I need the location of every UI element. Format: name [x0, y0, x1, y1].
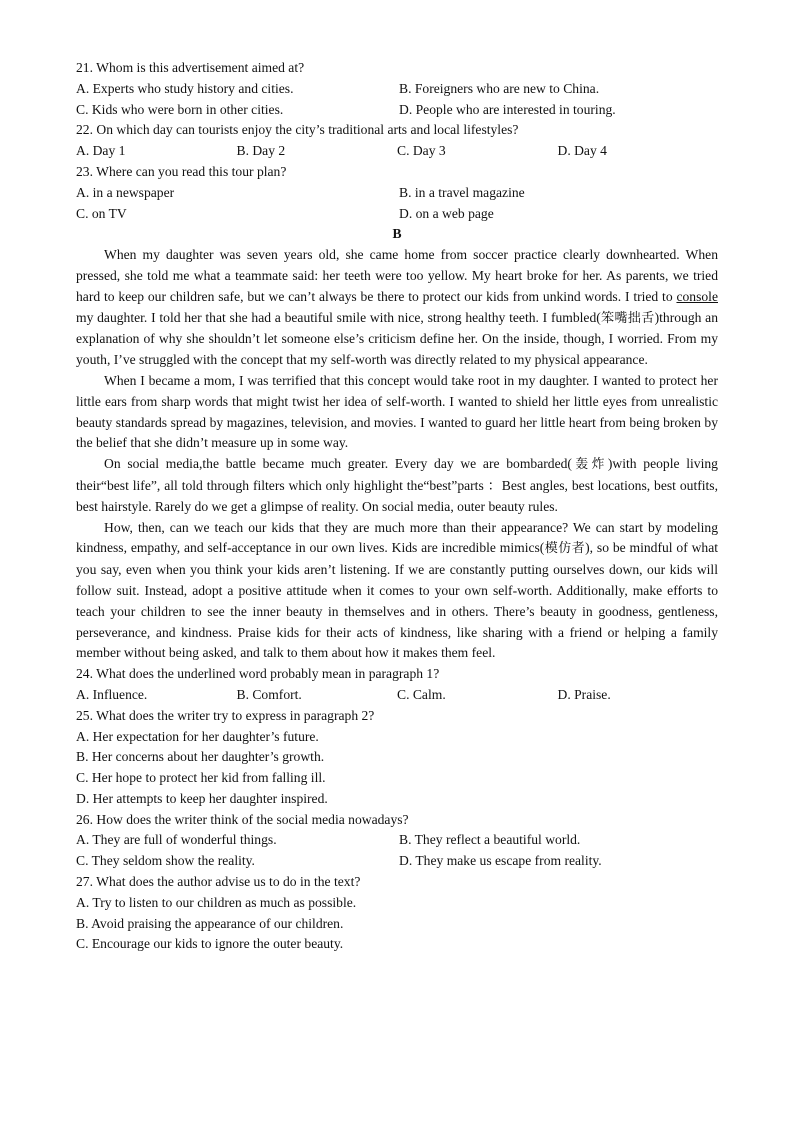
p3-text-2: )with people living their“best life”, all told through filters which only highlight the“best”parts ：Best angles, best locations, best outfits, best hairstyle. Rarely do we get a glimpse of reality. On social media, outer beauty rules.	[76, 456, 718, 514]
option-21-d: D. People who are interested in touring.	[399, 101, 616, 117]
exam-page	[76, 58, 718, 955]
question-21-options-row-1	[76, 79, 718, 100]
option-26-c: C. They seldom show the reality.	[76, 853, 255, 869]
p3-text-1: On social media,the battle became much greater. Every day we are bombarded(	[104, 456, 572, 472]
passage-paragraph-4	[76, 518, 718, 665]
option-25-c: C. Her hope to protect her kid from falling ill.	[76, 770, 326, 786]
option-22-d: D. Day 4	[557, 143, 607, 159]
option-22-c: C. Day 3	[397, 143, 446, 159]
option-23-d: D. on a web page	[399, 205, 494, 221]
p3-chinese-gloss: 轰炸	[571, 457, 608, 473]
question-21-stem: 21. Whom is this advertisement aimed at?	[76, 60, 305, 75]
p1-chinese-gloss: 笨嘴拙舌	[600, 310, 655, 326]
option-24-b: B. Comfort.	[236, 686, 302, 702]
option-24-c: C. Calm.	[397, 686, 446, 702]
passage-paragraph-2: When I became a mom, I was terrified that this concept would take root in my daughter. I wanted to protect her little ears from sharp words that might twist her idea of self-worth. I wanted to shield her little eyes from unrealistic beauty standards spread by magazines, television, and movies. I wanted to guard her little heart from being broken by the belief that she didn’t measure up in some way.	[76, 372, 718, 451]
question-22-stem: 22. On which day can tourists enjoy the city’s traditional arts and local lifestyles?	[76, 122, 519, 138]
section-heading: B	[392, 226, 402, 242]
option-25-d: D. Her attempts to keep her daughter inspired.	[76, 790, 328, 806]
question-26-stem: 26. How does the writer think of the social media nowadays?	[76, 811, 409, 827]
passage-paragraph-1	[76, 245, 718, 371]
p4-text-2: ), so be mindful of what you say, even when you think your kids aren’t listening. If we are constantly putting ourselves down, our kids will follow suit. Instead, adopt a positive attitude when it comes to your own self-worth. Additionally, make efforts to teach your children to see the inner beauty in themselves and in others. There’s beauty in goodness, gentleness, perseverance, and kindness. Praise kids for their acts of kindness, like sharing with a friend or helping a family member without being asked, and talk to them about how it makes them feel.	[76, 540, 718, 661]
option-24-d: D. Praise.	[557, 686, 611, 702]
p1-text-2: my daughter. I told her that she had a beautiful smile with nice, strong healthy teeth. I fumbled(	[76, 309, 601, 325]
option-27-b: B. Avoid praising the appearance of our children.	[76, 915, 344, 931]
p1-text-1: When my daughter was seven years old, she came home from soccer practice clearly downhearted. When pressed, she told me what a teammate said: her teeth were too yellow. My heart broke for her. As parents, we tried hard to keep our children safe, but we can’t always be there to protect our kids from unkind words. I tried to	[76, 247, 718, 304]
question-24-stem: 24. What does the underlined word probably mean in paragraph 1?	[76, 666, 440, 682]
option-26-b: B. They reflect a beautiful world.	[399, 832, 581, 848]
p1-text-3: )through an explanation of why she shouldn’t let someone else’s criticism define her. On the inside, though, I worried. From my youth, I’ve struggled with the concept that my self-worth was directly related to my physical appearance.	[76, 309, 718, 368]
question-23-options-row-2	[76, 204, 718, 225]
option-27-c: C. Encourage our kids to ignore the outer beauty.	[76, 936, 344, 952]
option-27-a: A. Try to listen to our children as much as possible.	[76, 894, 357, 910]
option-23-a: A. in a newspaper	[76, 184, 175, 200]
question-27-stem: 27. What does the author advise us to do in the text?	[76, 874, 361, 890]
question-26-options-row-1	[76, 830, 718, 851]
option-23-b: B. in a travel magazine	[399, 184, 525, 200]
option-23-c: C. on TV	[76, 205, 127, 221]
question-21-options-row-2	[76, 100, 718, 121]
question-22-options	[76, 141, 718, 162]
option-22-b: B. Day 2	[236, 143, 286, 159]
option-26-a: A. They are full of wonderful things.	[76, 832, 277, 848]
option-21-c: C. Kids who were born in other cities.	[76, 101, 284, 117]
question-23-options-row-1	[76, 183, 718, 204]
question-24-options	[76, 685, 718, 706]
option-21-b: B. Foreigners who are new to China.	[399, 80, 600, 96]
p4-chinese-gloss: 模仿者	[544, 541, 586, 557]
option-25-a: A. Her expectation for her daughter’s future.	[76, 728, 319, 744]
option-21-a: A. Experts who study history and cities.	[76, 80, 294, 96]
option-22-a: A. Day 1	[76, 143, 126, 159]
underlined-word: console	[676, 288, 718, 304]
question-26-options-row-2	[76, 851, 718, 872]
p4-text-1: How, then, can we teach our kids that they are much more than their appearance? We can start by modeling kindness, empathy, and self-acceptance in our own lives. Kids are incredible mimics(	[76, 519, 718, 556]
question-25-stem: 25. What does the writer try to express in paragraph 2?	[76, 707, 375, 723]
option-24-a: A. Influence.	[76, 686, 148, 702]
question-23-stem: 23. Where can you read this tour plan?	[76, 163, 287, 179]
option-25-b: B. Her concerns about her daughter’s growth.	[76, 749, 325, 765]
passage-paragraph-3	[76, 454, 718, 517]
option-26-d: D. They make us escape from reality.	[399, 853, 602, 869]
